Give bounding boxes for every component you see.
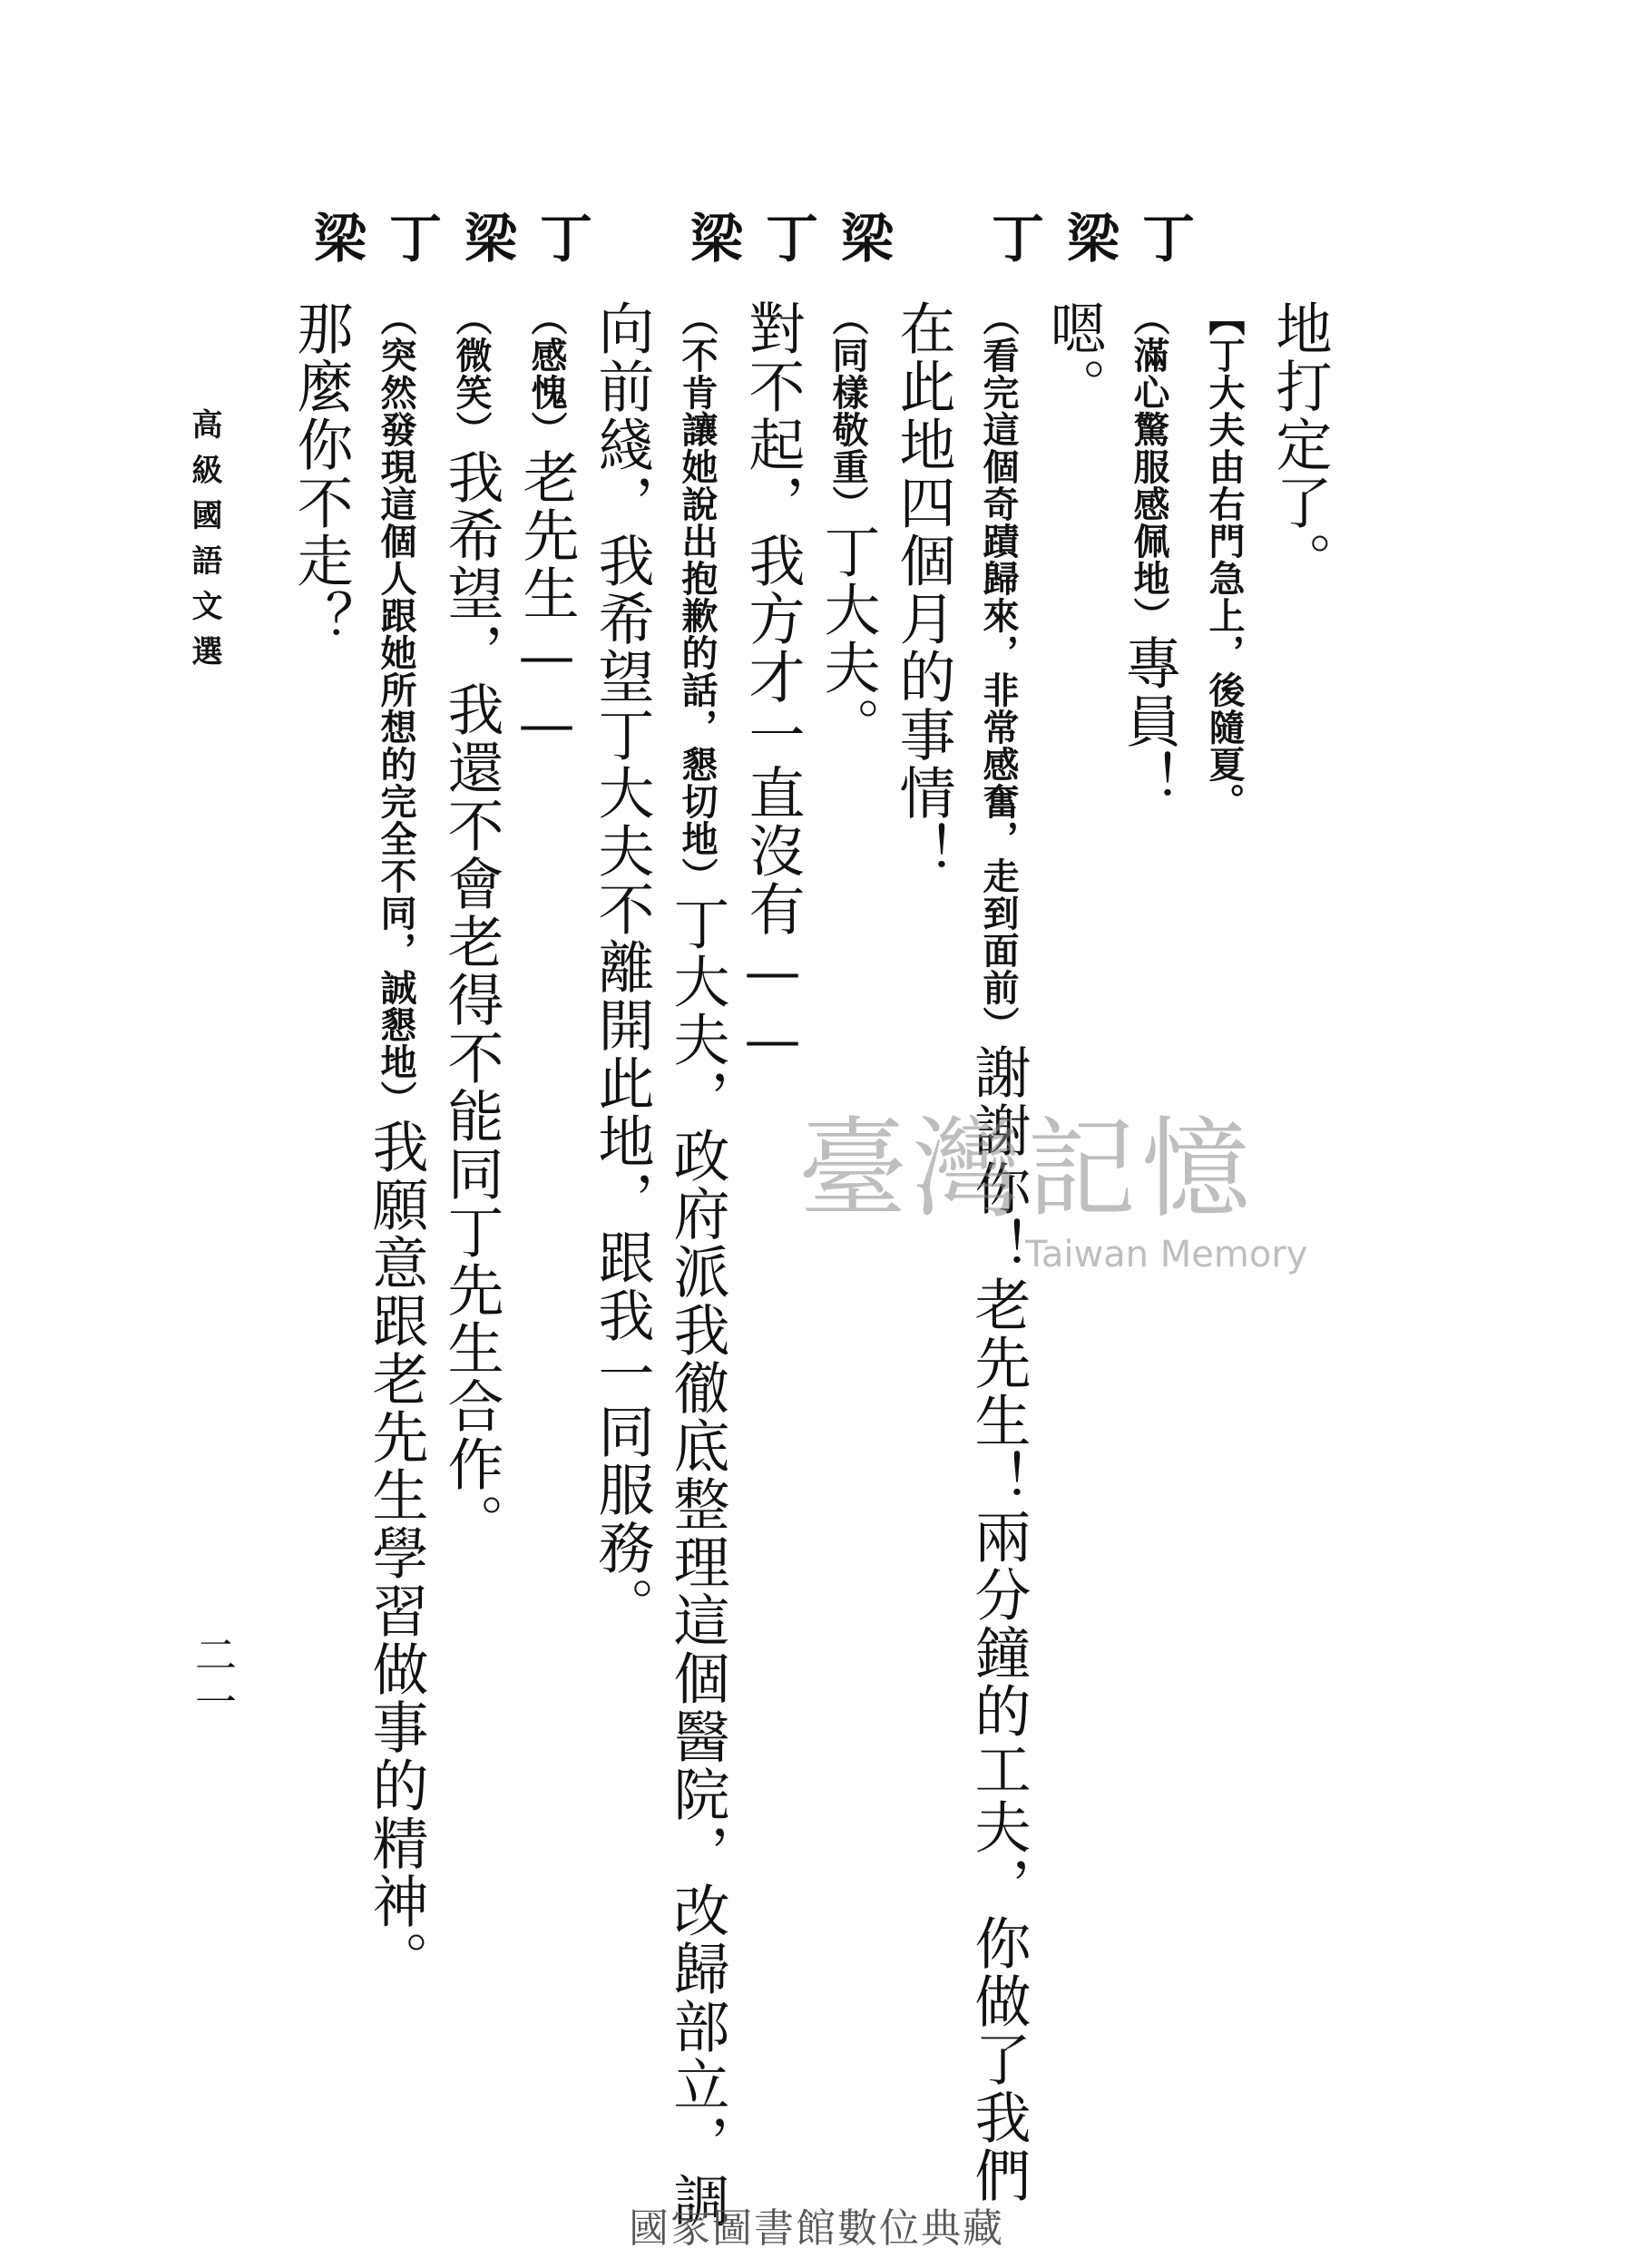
footer-credit: 國家圖書館數位典藏 [629,2205,1004,2252]
speaker-label: 梁 [1058,210,1120,263]
dialogue-text: 地打定了。 [1266,299,1333,590]
dialogue-text: 我希望，我還不會老得不能同丁先生合作。 [438,448,504,1551]
dialogue-text: 那麼你不走？ [288,299,354,648]
speaker-label: 梁 [455,210,517,263]
dialogue-text: 對不起，我方才一直沒有—— [739,299,806,1074]
script-line [288,299,354,648]
page-number: 二一 [189,1633,238,1727]
dialogue-text: 向前綫，我希望丁大夫不離開此地，跟我一同服務。 [589,299,655,1635]
watermark-chinese: 臺灣記憶 [798,1107,1256,1233]
dialogue-text: 嗯。 [1041,299,1107,415]
dialogue-text: 我願意跟老先生學習做事的精神。 [363,1118,429,1989]
script-line [438,299,504,1551]
script-line [664,299,730,2230]
speaker-label: 丁 [983,210,1044,263]
dialogue-text: 丁大夫。 [815,523,881,755]
speaker-label: 梁 [681,210,743,263]
script-line [1266,299,1333,590]
speaker-label: 丁 [531,210,592,263]
script-line [739,299,806,1074]
dialogue-text: 老先生—— [513,448,580,758]
watermark-english: Taiwan Memory [1025,1234,1308,1276]
script-line [513,299,580,758]
stage-direction: （突然發現這個人跟她所想的完全不同，誠懇地） [375,299,417,1118]
stage-direction: （看完這個奇蹟歸來，非常感奮，走到面前） [977,299,1020,1043]
dialogue-text: 在此地四個月的事情！ [890,299,956,880]
speaker-label: 梁 [832,210,894,263]
stage-direction: （微笑） [450,299,493,448]
script-line [1116,299,1182,808]
script-line [1196,299,1252,820]
script-line [363,299,429,1989]
script-line [1041,299,1107,415]
watermark [798,1107,1308,1276]
dialogue-text: 專員！ [1116,634,1182,808]
stage-direction: （不肯讓她說出抱歉的話，懇切地） [676,299,719,894]
speaker-label: 丁 [380,210,442,263]
speaker-label: 梁 [305,210,367,263]
speaker-label: 丁 [757,210,818,263]
stage-direction: （滿心驚服感佩地） [1128,299,1170,634]
script-line [589,299,655,1635]
speaker-label: 丁 [1133,210,1195,263]
script-line [890,299,956,880]
stage-direction: （同樣敬重） [826,299,869,523]
stage-note: 【丁大夫由右門急上，後隨夏。 [1203,299,1246,820]
dialogue-text: 丁大夫，政府派我徹底整理這個醫院，改歸部立，調 [664,894,730,2230]
dialogue-text: 謝謝你！老先生！兩分鐘的工夫，你做了我們 [965,1043,1032,2204]
script-line [815,299,881,755]
running-header: 高級國語文選 [186,408,222,680]
stage-direction: （感愧） [525,299,568,448]
